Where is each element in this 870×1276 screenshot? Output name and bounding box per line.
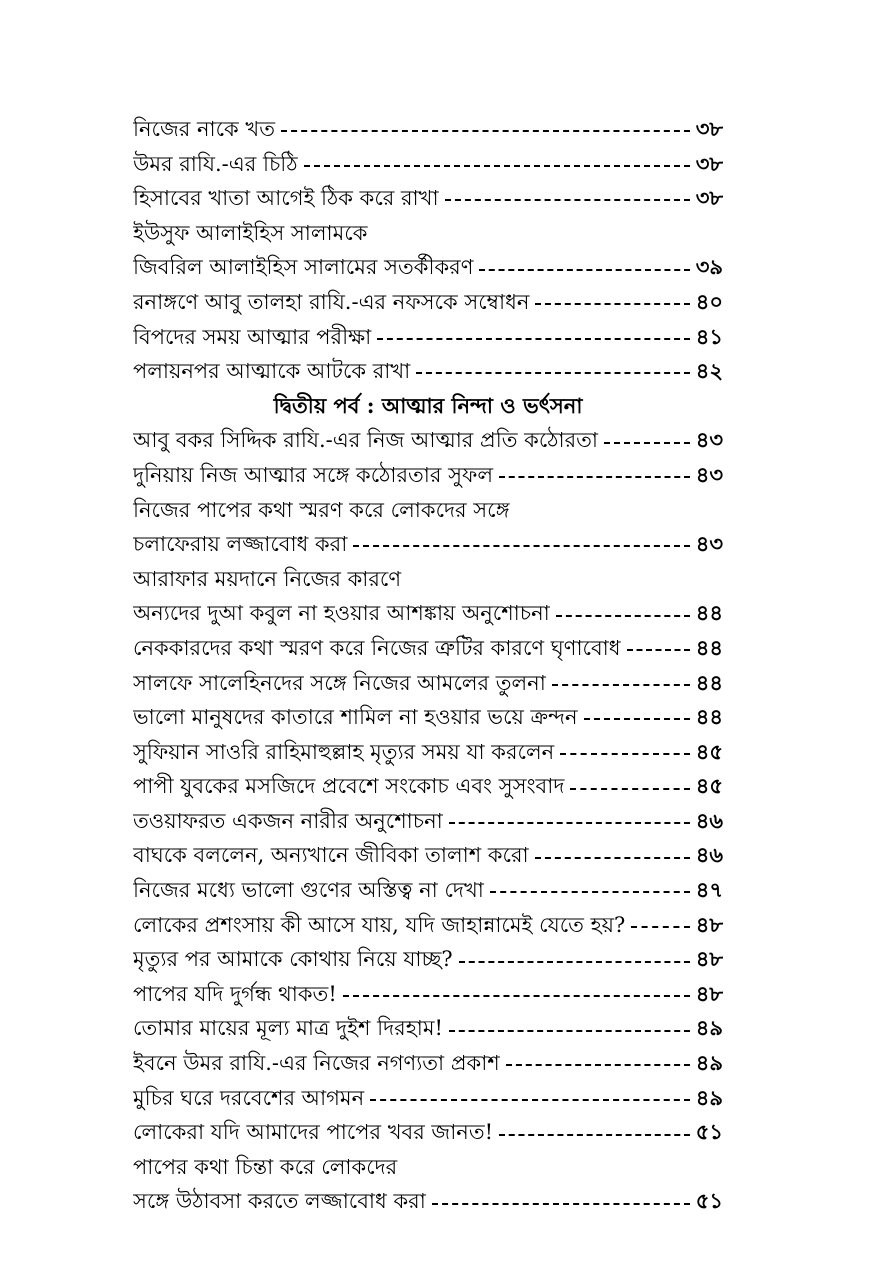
toc-entry	[133, 666, 723, 701]
dotted-leader	[584, 718, 690, 720]
toc-entry	[133, 423, 723, 458]
toc-entry-title: সঙ্গে উঠাবসা করতে লজ্জাবোধ করা	[133, 1189, 426, 1214]
toc-entry	[133, 631, 723, 666]
dotted-leader	[506, 1064, 690, 1066]
dotted-leader	[627, 649, 690, 651]
toc-entry-page-number: ৪৯	[695, 1084, 723, 1110]
toc-entry	[133, 458, 723, 493]
toc-entry	[133, 1184, 723, 1219]
dotted-leader	[416, 372, 689, 374]
toc-entry-title: বিপদের সময় আত্মার পরীক্ষা	[133, 324, 372, 349]
dotted-leader	[449, 1030, 690, 1032]
toc-entry-page-number: ৪৯	[695, 1050, 723, 1076]
dotted-leader	[560, 753, 690, 755]
table-of-contents	[133, 112, 723, 1219]
toc-entry-page-number: ৪৮	[695, 946, 723, 972]
toc-entry-page-number: ৩৮	[695, 185, 723, 211]
toc-entry	[133, 181, 723, 216]
toc-entry-title: সুফিয়ান সাওরি রাহিমাহুল্লাহ মৃত্যুর সময় যা করলেন	[133, 739, 555, 764]
toc-entry-title: ইবনে উমর রাযি.-এর নিজের নগণ্যতা প্রকাশ	[133, 1051, 500, 1076]
toc-entry	[133, 250, 723, 285]
toc-entry	[133, 977, 723, 1012]
toc-entry-page-number: ৪৩	[695, 427, 723, 453]
dotted-leader	[499, 1134, 690, 1136]
toc-entry-page-number: ৪৬	[695, 842, 723, 868]
dotted-leader	[281, 130, 690, 132]
toc-entry-title: অন্যদের দুআ কবুল না হওয়ার আশঙ্কায় অনুশোচনা	[133, 601, 550, 626]
toc-entry	[133, 320, 723, 355]
toc-entry-page-number: ৫১	[695, 1188, 723, 1214]
toc-entry-page-number: ৪৮	[695, 911, 723, 937]
toc-entry	[133, 216, 723, 251]
dotted-leader	[459, 961, 690, 963]
dotted-leader	[604, 442, 690, 444]
toc-entry-page-number: ৩৯	[695, 254, 723, 280]
toc-entry-page-number: ৪৬	[695, 807, 723, 833]
dotted-leader	[535, 303, 689, 305]
toc-entry-title: নেককারদের কথা স্মরণ করে নিজের ত্রুটির কারণে ঘৃণাবোধ	[133, 635, 621, 660]
toc-entry	[133, 1081, 723, 1116]
dotted-leader	[449, 822, 690, 824]
toc-entry-title: ইউসুফ আলাইহিস সালামকে	[133, 220, 368, 245]
toc-entry-page-number: ৪১	[695, 323, 723, 349]
toc-entry-title: উমর রাযি.-এর চিঠি	[133, 151, 298, 176]
dotted-leader	[370, 1099, 690, 1101]
toc-entry-title: আবু বকর সিদ্দিক রাযি.-এর নিজ আত্মার প্রতি কঠোরতা	[133, 428, 598, 453]
toc-entry-title: পাপী যুবকের মসজিদে প্রবেশে সংকোচ এবং সুসংবাদ	[133, 774, 565, 799]
toc-entry-title: নিজের পাপের কথা স্মরণ করে লোকদের সঙ্গে	[133, 497, 510, 522]
toc-entry-title: চলাফেরায় লজ্জাবোধ করা	[133, 532, 348, 557]
toc-entry-page-number: ৪৪	[695, 669, 723, 695]
dotted-leader	[535, 857, 690, 859]
dotted-leader	[490, 891, 690, 893]
toc-entry-title: নিজের মধ্যে ভালো গুণের অস্তিত্ব না দেখা	[133, 878, 484, 903]
toc-entry-page-number: ৪৭	[695, 877, 723, 903]
dotted-leader	[556, 615, 690, 617]
dotted-leader	[570, 788, 689, 790]
toc-entry	[133, 873, 723, 908]
toc-entry-title: মৃত্যুর পর আমাকে কোথায় নিয়ে যাচ্ছ?	[133, 947, 453, 972]
toc-entry-title: দুনিয়ায় নিজ আত্মার সঙ্গে কঠোরতার সুফল	[133, 462, 493, 487]
toc-entry	[133, 354, 723, 389]
toc-entry-page-number: ৩৮	[695, 116, 723, 141]
toc-entry-title: লোকেরা যদি আমাদের পাপের খবর জানত!	[133, 1120, 494, 1145]
toc-entry-page-number: ৪৫	[695, 773, 723, 799]
toc-entry-title: সালফে সালেহিনদের সঙ্গে নিজের আমলের তুলনা	[133, 670, 546, 695]
toc-entry	[133, 908, 723, 943]
toc-entry	[133, 1046, 723, 1081]
toc-entry	[133, 735, 723, 770]
toc-entry-page-number: ৩৮	[695, 150, 723, 176]
toc-entry-title: জিবরিল আলাইহিস সালামের সতর্কীকরণ	[133, 255, 474, 280]
toc-entry	[133, 838, 723, 873]
section-heading	[133, 389, 723, 424]
toc-entry-page-number: ৪৪	[695, 704, 723, 730]
toc-entry	[133, 493, 723, 528]
toc-entry-page-number: ৪০	[695, 288, 723, 314]
toc-entry-title: তওয়াফরত একজন নারীর অনুশোচনা	[133, 808, 443, 833]
toc-entry-title: আরাফার ময়দানে নিজের কারণে	[133, 566, 402, 591]
dotted-leader	[343, 995, 690, 997]
toc-entry	[133, 562, 723, 597]
toc-entry	[133, 942, 723, 977]
toc-entry-page-number: ৫১	[695, 1119, 723, 1145]
toc-entry-page-number: ৪৮	[695, 980, 723, 1006]
dotted-leader	[479, 269, 689, 271]
section-heading-text: দ্বিতীয় পর্ব : আত্মার নিন্দা ও ভর্ৎসনা	[273, 392, 583, 418]
toc-entry	[133, 527, 723, 562]
toc-entry	[133, 596, 723, 631]
toc-entry-page-number: ৪২	[695, 358, 723, 384]
toc-entry-page-number: ৪৪	[695, 600, 723, 626]
toc-entry-title: রনাঙ্গণে আবু তালহা রাযি.-এর নফসকে সম্বোধন	[133, 289, 530, 314]
dotted-leader	[552, 684, 690, 686]
toc-entry	[133, 769, 723, 804]
dotted-leader	[631, 926, 689, 928]
toc-entry	[133, 1115, 723, 1150]
dotted-leader	[445, 199, 690, 201]
dotted-leader	[304, 165, 690, 167]
toc-entry-page-number: ৪৩	[695, 461, 723, 487]
toc-entry-title: হিসাবের খাতা আগেই ঠিক করে রাখা	[133, 186, 439, 211]
dotted-leader	[377, 338, 690, 340]
toc-entry-page-number: ৪৫	[695, 738, 723, 764]
dotted-leader	[432, 1203, 690, 1205]
toc-entry-title: ভালো মানুষদের কাতারে শামিল না হওয়ার ভয়ে ক্রন্দন	[133, 705, 578, 730]
toc-entry	[133, 147, 723, 182]
toc-entry-title: নিজের নাকে খত	[133, 117, 275, 141]
toc-entry	[133, 1011, 723, 1046]
toc-entry-title: পলায়নপর আত্মাকে আটকে রাখা	[133, 359, 411, 384]
toc-entry-title: বাঘকে বললেন, অন্যখানে জীবিকা তালাশ করো	[133, 843, 529, 868]
toc-entry-page-number: ৪৯	[695, 1015, 723, 1041]
dotted-leader	[353, 545, 689, 547]
toc-entry-page-number: ৪৩	[695, 531, 723, 557]
toc-entry	[133, 700, 723, 735]
toc-entry-title: পাপের যদি দুর্গন্ধ থাকত!	[133, 981, 337, 1006]
toc-entry-title: লোকের প্রশংসায় কী আসে যায়, যদি জাহান্নামেই যেতে হয়?	[133, 912, 626, 937]
toc-entry	[133, 804, 723, 839]
toc-entry	[133, 285, 723, 320]
dotted-leader	[499, 476, 690, 478]
toc-entry-title: পাপের কথা চিন্তা করে লোকদের	[133, 1154, 398, 1179]
toc-entry	[133, 1150, 723, 1185]
toc-entry-title: তোমার মায়ের মূল্য মাত্র দুইশ দিরহাম!	[133, 1016, 443, 1041]
toc-entry-title: মুচির ঘরে দরবেশের আগমন	[133, 1085, 365, 1110]
toc-entry-page-number: ৪৪	[695, 634, 723, 660]
toc-entry	[133, 112, 723, 147]
